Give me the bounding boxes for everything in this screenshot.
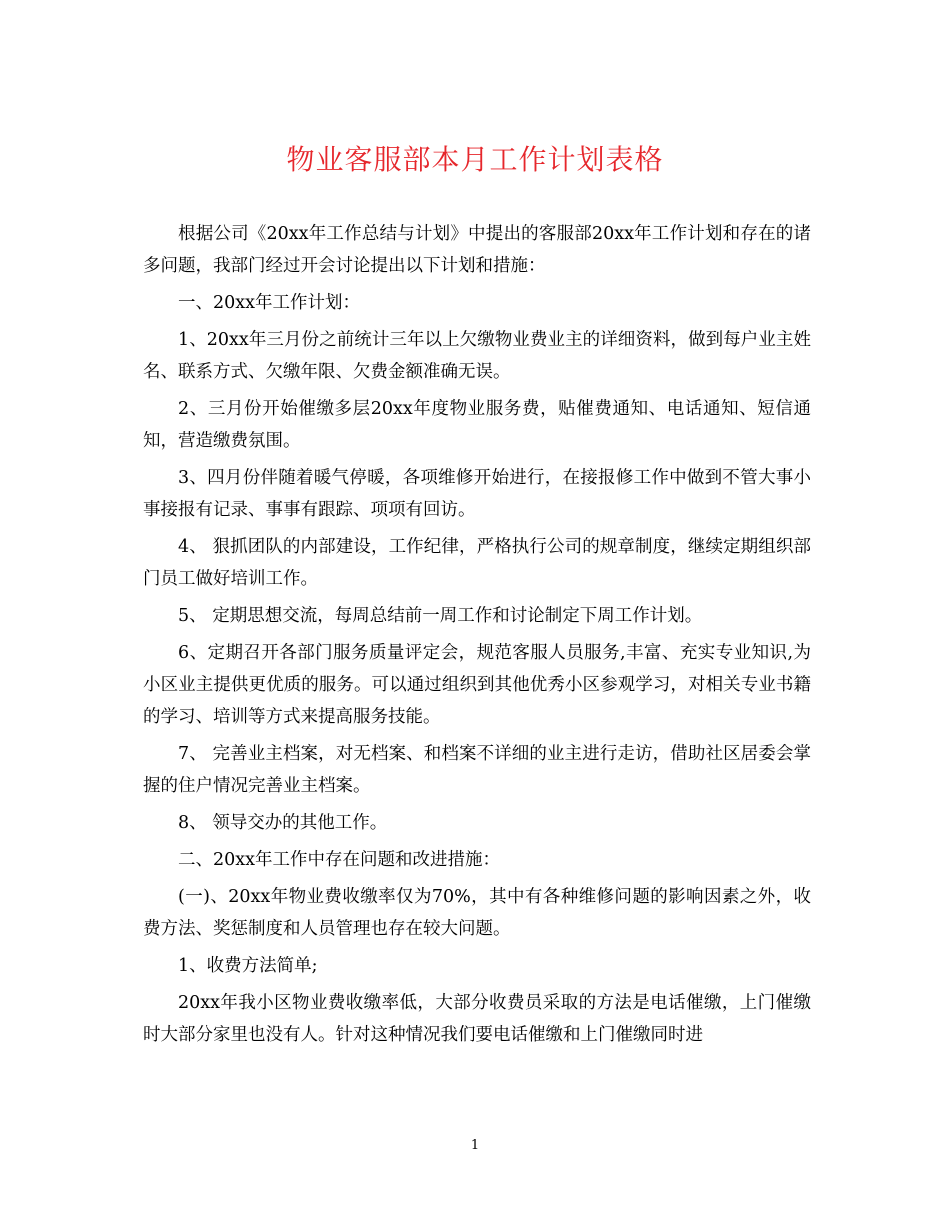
paragraph-intro: 根据公司《20xx年工作总结与计划》中提出的客服部20xx年工作计划和存在的诸多问题，我部门经过开会讨论提出以下计划和措施： <box>143 224 811 276</box>
subsection-heading-fee-method: 1、收费方法简单; <box>178 956 318 976</box>
document-body <box>143 218 811 1056</box>
plan-item-6: 6、定期召开各部门服务质量评定会，规范客服人员服务,丰富、充实专业知识,为小区业主提供更优质的服务。可以通过组织到其他优秀小区参观学习，对相关专业书籍的学习、培训等方式来提高服务技能。 <box>143 643 811 727</box>
plan-item-4: 4、 狠抓团队的内部建设，工作纪律，严格执行公司的规章制度，继续定期组织部门员工做好培训工作。 <box>143 537 811 589</box>
problem-item-1: (一)、20xx年物业费收缴率仅为70%，其中有各种维修问题的影响因素之外，收费方法、奖惩制度和人员管理也存在较大问题。 <box>143 887 811 939</box>
page-number: 1 <box>470 1138 480 1153</box>
document-title: 物业客服部本月工作计划表格 <box>286 143 664 176</box>
plan-item-5: 5、 定期思想交流，每周总结前一周工作和讨论制定下周工作计划。 <box>178 606 703 626</box>
plan-item-2: 2、三月份开始催缴多层20xx年度物业服务费，贴催费通知、电话通知、短信通知，营造缴费氛围。 <box>143 399 811 451</box>
section-heading-problems: 二、20xx年工作中存在问题和改进措施： <box>178 850 501 870</box>
plan-item-3: 3、四月份伴随着暖气停暖，各项维修开始进行，在接报修工作中做到不管大事小事接报有记录、事事有跟踪、项项有回访。 <box>143 468 811 520</box>
paragraph-fee-method: 20xx年我小区物业费收缴率低，大部分收费员采取的方法是电话催缴，上门催缴时大部分家里也没有人。针对这种情况我们要电话催缴和上门催缴同时进 <box>143 993 811 1045</box>
plan-item-1: 1、20xx年三月份之前统计三年以上欠缴物业费业主的详细资料，做到每户业主姓名、联系方式、欠缴年限、欠费金额准确无误。 <box>143 330 811 382</box>
plan-item-8: 8、 领导交办的其他工作。 <box>178 813 388 833</box>
section-heading-plan: 一、20xx年工作计划： <box>178 293 361 313</box>
plan-item-7: 7、 完善业主档案，对无档案、和档案不详细的业主进行走访，借助社区居委会掌握的住户情况完善业主档案。 <box>143 744 811 796</box>
